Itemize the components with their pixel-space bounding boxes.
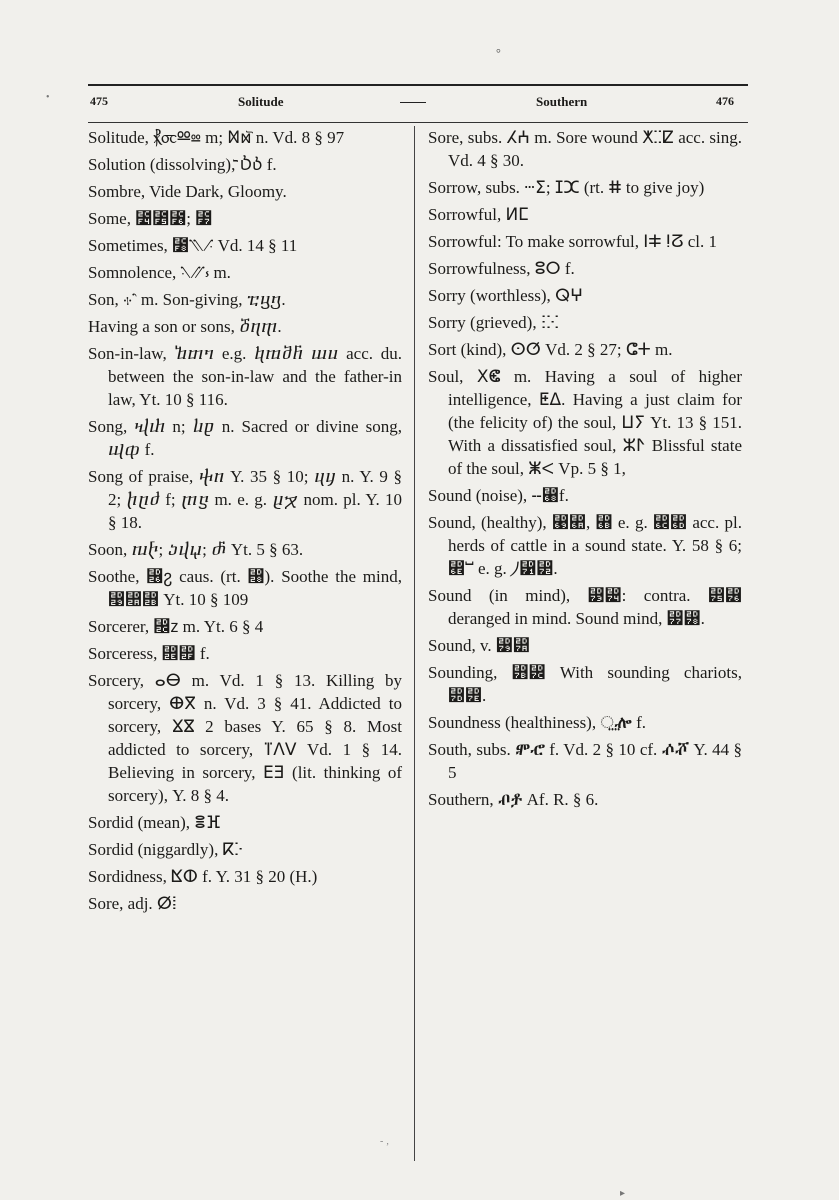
page-header	[88, 84, 748, 124]
dictionary-entry: Sort (kind), ⵙⵚ Vd. 2 § 27; ⵛⵜ m.	[428, 340, 673, 359]
dictionary-entry: Sorrowful, ⵍⵎ	[428, 205, 529, 224]
dictionary-entry: Soul, ⵝⵞ m. Having a soul of higher intelligence, ⵟⵠ. Having a just claim for (the felicity of) the soul, ⵡⵢ Yt. 13 § 151. With a dissatisfied soul, ⵣⵤ Blissful state of the soul, ⵥⵦ Vp. 5 § 1,	[428, 367, 742, 478]
left-column	[88, 126, 402, 919]
dictionary-entry: Sorcery, ⴰⴱ m. Vd. 1 § 13. Killing by sorcery, ⴲⴳ n. Vd. 3 § 41. Addicted to sorcery, ⴴⴵ 2 bases Y. 65 § 8. Most addicted to sorcery, ⴶⴷⴸ Vd. 1 § 14. Believing in sorcery, ⴹⴺ (lit. thinking of sorcery), Y. 8 § 4.	[88, 671, 402, 805]
dictionary-entry: Son, ⳾⳿ m. Son-giving, ⴀⴁⴂ.	[88, 290, 286, 309]
dictionary-entry: Sordid (mean), ⴻⴼ	[88, 813, 221, 832]
dictionary-entry: Somnolence, ⳻⳼⳽ m.	[88, 263, 231, 282]
header-rule-top	[88, 84, 748, 86]
dictionary-entry: Song, ⴏⴐ n; ⴑⴒ n. Sacred or divine song, ⴓⴔ f.	[88, 417, 402, 459]
header-rule-bottom	[88, 122, 748, 123]
header-dash	[400, 102, 426, 103]
dictionary-entry: Soon, ⴠⴡ; ⴢⴣⴤ; ⴥ Yt. 5 § 63.	[88, 540, 304, 559]
dictionary-entry: Sorrow, subs. ⵈⵉ; ⵊⵋ (rt. ⵌ to give joy)	[428, 178, 705, 197]
dictionary-entry: Sorceress, ⴮⴯ f.	[88, 644, 210, 663]
dictionary-entry: Sound (noise), ⵧ⵨f.	[428, 486, 569, 505]
dictionary-entry: Sorry (worthless), ⵕⵖ	[428, 286, 583, 305]
dictionary-entry: Sounding, ⵻⵼ With sounding chariots, ⵽⵾.	[428, 663, 742, 705]
bottom-mark: - ‚	[380, 1136, 390, 1147]
dictionary-entry: Solitude, ⳩⳪Ⳬⳬ m; Ⳮⳮ⳯ n. Vd. 8 § 97	[88, 128, 345, 147]
dictionary-entry: Sombre, Vide Dark, Gloomy.	[88, 182, 287, 201]
dictionary-entry: Sorcerer, ⴬ⴭ m. Yt. 6 § 4	[88, 617, 264, 636]
dictionary-entry: Sorrowfulness, ⵓⵔ f.	[428, 259, 575, 278]
column-divider	[414, 126, 415, 1161]
dictionary-entry: Solution (dissolving), ⳰⳱Ⳳⳳ f.	[88, 155, 277, 174]
right-guide-word: Southern	[536, 94, 588, 109]
dictionary-entry: Sound, (healthy), ⵩⵪, ⵫ e. g. ⵬⵭ acc. pl. herds of cattle in a sound state. Y. 58 § 6; ⵮ⵯ e. g. ⵰⵱⵲.	[428, 513, 742, 578]
dictionary-entry: South, subs. ⶁⶂ f. Vd. 2 § 10 cf. ⶃⶄ Y. 44 § 5	[428, 740, 742, 782]
dictionary-entry: Sordidness, ⴿⵀ f. Y. 31 § 20 (H.)	[88, 867, 318, 886]
dictionary-entry: Having a son or sons, ⴃⴄⴅ.	[88, 317, 282, 336]
footer-mark: ▸	[620, 1188, 626, 1199]
dictionary-entry: Some, ⳴⳵⳶; ⳷	[88, 209, 213, 228]
dictionary-entry: Sometimes, ⳸⳹⳺ Vd. 14 § 11	[88, 236, 298, 255]
right-page-number: 476	[716, 94, 734, 108]
right-column	[428, 126, 742, 815]
dictionary-entry: Song of praise, ⴕⴖ Y. 35 § 10; ⴗⴘ n. Y. 9 § 2; ⴙⴚⴛ f; ⴜⴝ m. e. g. ⴞⴟ nom. pl. Y. 10 § 18.	[88, 467, 402, 532]
dictionary-entry: Sound (in mind), ⵳⵴: contra. ⵵⵶ deranged in mind. Sound mind, ⵷⵸.	[428, 586, 742, 628]
dictionary-entry: Soothe, ⴦ⴧ caus. (rt. ⴨). Soothe the mind, ⴩⴪⴫ Yt. 10 § 109	[88, 567, 402, 609]
dictionary-entry: Soundness (healthiness), ⵿ⶀ f.	[428, 713, 647, 732]
dictionary-entry: Sore, adj. ⵁⵂ	[88, 894, 178, 913]
dictionary-entry: Southern, ⶅⶆ Af. R. § 6.	[428, 790, 599, 809]
left-mark: •	[46, 92, 50, 103]
left-page-number: 475	[90, 94, 108, 108]
dictionary-entry: Sore, subs. ⵃⵄ m. Sore wound ⵅⵆⵇ acc. sing. Vd. 4 § 30.	[428, 128, 742, 170]
dictionary-entry: Sorrowful: To make sorrowful, ⵏⵐ ⵑⵒ cl. 1	[428, 232, 718, 251]
dictionary-entry: Sorry (grieved), ⵗⵘ	[428, 313, 560, 332]
dictionary-entry: Son-in-law, ⴆⴇⴈ e.g. ⴉⴊⴋⴌ ⴍⴎ acc. du. between the son-in-law and the father-in law, Yt. 10 § 116.	[88, 344, 402, 409]
left-guide-word: Solitude	[238, 94, 284, 109]
dictionary-entry: Sordid (niggardly), ⴽⴾ	[88, 840, 243, 859]
dictionary-entry: Sound, v. ⵹⵺	[428, 636, 530, 655]
top-mark: °	[496, 46, 501, 60]
